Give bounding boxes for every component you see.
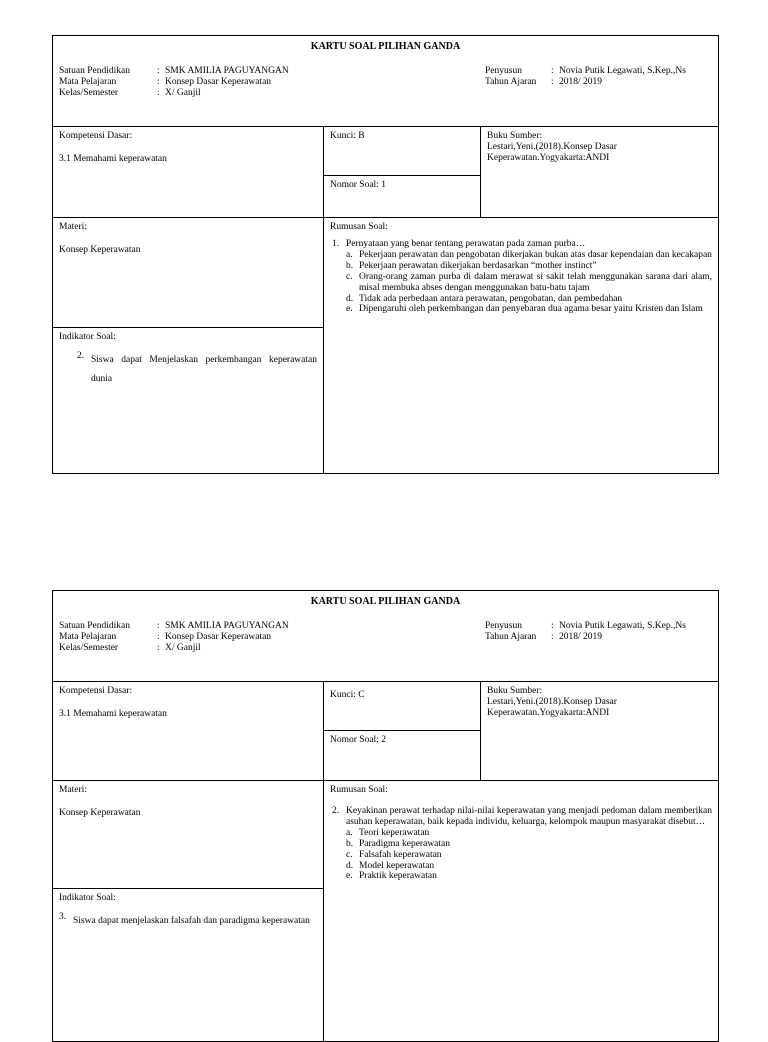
- card-header: [53, 36, 718, 126]
- question-card-1: [52, 35, 719, 474]
- rumusan-cell: [324, 218, 718, 473]
- card-header: [53, 591, 718, 681]
- materi-value: Konsep Keperawatan: [59, 807, 141, 818]
- nomor-soal: Nomor Soal: 1: [330, 180, 386, 190]
- kompetensi-cell: [53, 682, 324, 780]
- question-card-2: [52, 590, 719, 1042]
- meta-right: Penyusun : Novia Putik Legawati, S.Kep.,Ns Tahun Ajaran : 2018/ 2019: [485, 66, 686, 87]
- rumusan-cell: [324, 781, 718, 1041]
- nomor-soal: Nomor Soal: 2: [330, 735, 386, 745]
- option-b: b. Paradigma keperawatan: [346, 838, 450, 849]
- kompetensi-value: 3.1 Memahami keperawatan: [59, 153, 167, 164]
- buku-label: Buku Sumber:: [487, 686, 543, 696]
- meta-label: Satuan Pendidikan: [59, 621, 130, 631]
- meta-value: Novia Putik Legawati, S.Kep.,Ns: [559, 66, 686, 76]
- indikator-value: Siswa dapat menjelaskan falsafah dan paradigma keperawatan: [73, 915, 310, 926]
- meta-label: Kelas/Semester: [59, 642, 119, 653]
- indikator-number: 3.: [59, 911, 67, 922]
- kunci-nomor-cell: [324, 682, 481, 780]
- question-number: 1.: [332, 238, 340, 249]
- materi-cell: [53, 218, 323, 328]
- rumusan-label: Rumusan Soal:: [330, 222, 388, 232]
- indikator-label: Indikator Soal:: [59, 893, 116, 903]
- indikator-cell: [53, 328, 323, 393]
- indikator-label: Indikator Soal:: [59, 332, 116, 342]
- card-title: KARTU SOAL PILIHAN GANDA: [310, 596, 461, 607]
- kompetensi-value: 3.1 Memahami keperawatan: [59, 708, 167, 719]
- buku-value: Lestari,Yeni.(2018).Konsep Dasar Keperawatan.Yogyakarta:ANDI: [487, 141, 617, 163]
- option-b: b. Pekerjaan perawatan dikerjakan berdasarkan “mother instinct”: [346, 260, 597, 271]
- option-c: c. Falsafah keperawatan: [346, 849, 442, 860]
- meta-label: Tahun Ajaran: [485, 76, 537, 87]
- meta-right: Penyusun : Novia Putik Legawati, S.Kep.,Ns Tahun Ajaran : 2018/ 2019: [485, 621, 686, 642]
- kunci: Kunci: C: [324, 682, 480, 731]
- option-d: d. Tidak ada perbedaan antara perawatan, pengobatan, dan pembedahan: [346, 293, 623, 304]
- materi-value: Konsep Keperawatan: [59, 244, 141, 255]
- question-number: 2.: [332, 805, 340, 816]
- meta-value: Konsep Dasar Keperawatan: [165, 631, 272, 642]
- kompetensi-label: Kompetensi Dasar:: [59, 131, 133, 141]
- meta-label: Kelas/Semester: [59, 87, 119, 98]
- kompetensi-cell: [53, 127, 324, 217]
- meta-label: Tahun Ajaran: [485, 631, 537, 642]
- rumusan-label: Rumusan Soal:: [330, 785, 388, 795]
- question-text: Keyakinan perawat terhadap nilai-nilai keperawatan yang menjadi pedoman dalam memberikan asuhan keperawatan, baik kepada individu, keluarga, kelompok maupun masyarakat disebut…: [346, 805, 712, 827]
- meta-value: Novia Putik Legawati, S.Kep.,Ns: [559, 621, 686, 631]
- meta-label: Mata Pelajaran: [59, 631, 117, 642]
- kompetensi-label: Kompetensi Dasar:: [59, 686, 133, 696]
- meta-value: X/ Ganjil: [165, 642, 201, 653]
- materi-label: Materi:: [59, 222, 87, 232]
- meta-value: X/ Ganjil: [165, 87, 201, 98]
- question-text: Pernyataan yang benar tentang perawatan pada zaman purba…: [346, 238, 586, 249]
- indikator-value: Siswa dapat Menjelaskan perkembangan keperawatan dunia: [91, 354, 317, 384]
- buku-sumber-cell: [481, 127, 718, 217]
- indikator-number: 2.: [77, 350, 85, 361]
- meta-value: SMK AMILIA PAGUYANGAN: [165, 66, 289, 76]
- meta-label: Penyusun: [485, 621, 522, 631]
- meta-left: Satuan Pendidikan : SMK AMILIA PAGUYANGAN Mata Pelajaran : Konsep Dasar Keperawatan Kelas/Semester : X/ Ganjil: [59, 621, 289, 653]
- option-e: e. Praktik keperawatan: [346, 871, 437, 882]
- meta-label: Satuan Pendidikan: [59, 66, 130, 76]
- meta-label: Penyusun: [485, 66, 522, 76]
- meta-value: 2018/ 2019: [559, 76, 603, 87]
- materi-label: Materi:: [59, 785, 87, 795]
- meta-label: Mata Pelajaran: [59, 76, 117, 87]
- option-a: a. Pekerjaan perawatan dan pengobatan dikerjakan bukan atas dasar kependaian dan kecakapan: [346, 249, 712, 260]
- option-e: e. Dipengaruhi oleh perkembangan dan penyebaran dua agama besar yaitu Kristen dan Islam: [346, 304, 703, 315]
- card-title: KARTU SOAL PILIHAN GANDA: [310, 41, 461, 52]
- option-d: d. Model keperawatan: [346, 860, 435, 871]
- meta-value: Konsep Dasar Keperawatan: [165, 76, 272, 87]
- option-a: a. Teori keperawatan: [346, 827, 430, 838]
- materi-cell: [53, 781, 323, 889]
- meta-value: SMK AMILIA PAGUYANGAN: [165, 621, 289, 631]
- buku-sumber-cell: [481, 682, 718, 780]
- buku-label: Buku Sumber:: [487, 131, 543, 141]
- option-c: c. Orang-orang zaman purba di dalam merawat si sakit telah menggunakan sarana dari alam, misal membuka abses dengan menggunakan batu-batu tajam: [346, 271, 712, 293]
- meta-value: 2018/ 2019: [559, 631, 603, 642]
- kunci: Kunci: B: [324, 127, 480, 176]
- meta-left: Satuan Pendidikan : SMK AMILIA PAGUYANGAN Mata Pelajaran : Konsep Dasar Keperawatan Kelas/Semester : X/ Ganjil: [59, 66, 289, 98]
- kunci-nomor-cell: [324, 127, 481, 217]
- buku-value: Lestari,Yeni.(2018).Konsep Dasar Keperawatan.Yogyakarta:ANDI: [487, 696, 617, 718]
- indikator-cell: [53, 889, 323, 935]
